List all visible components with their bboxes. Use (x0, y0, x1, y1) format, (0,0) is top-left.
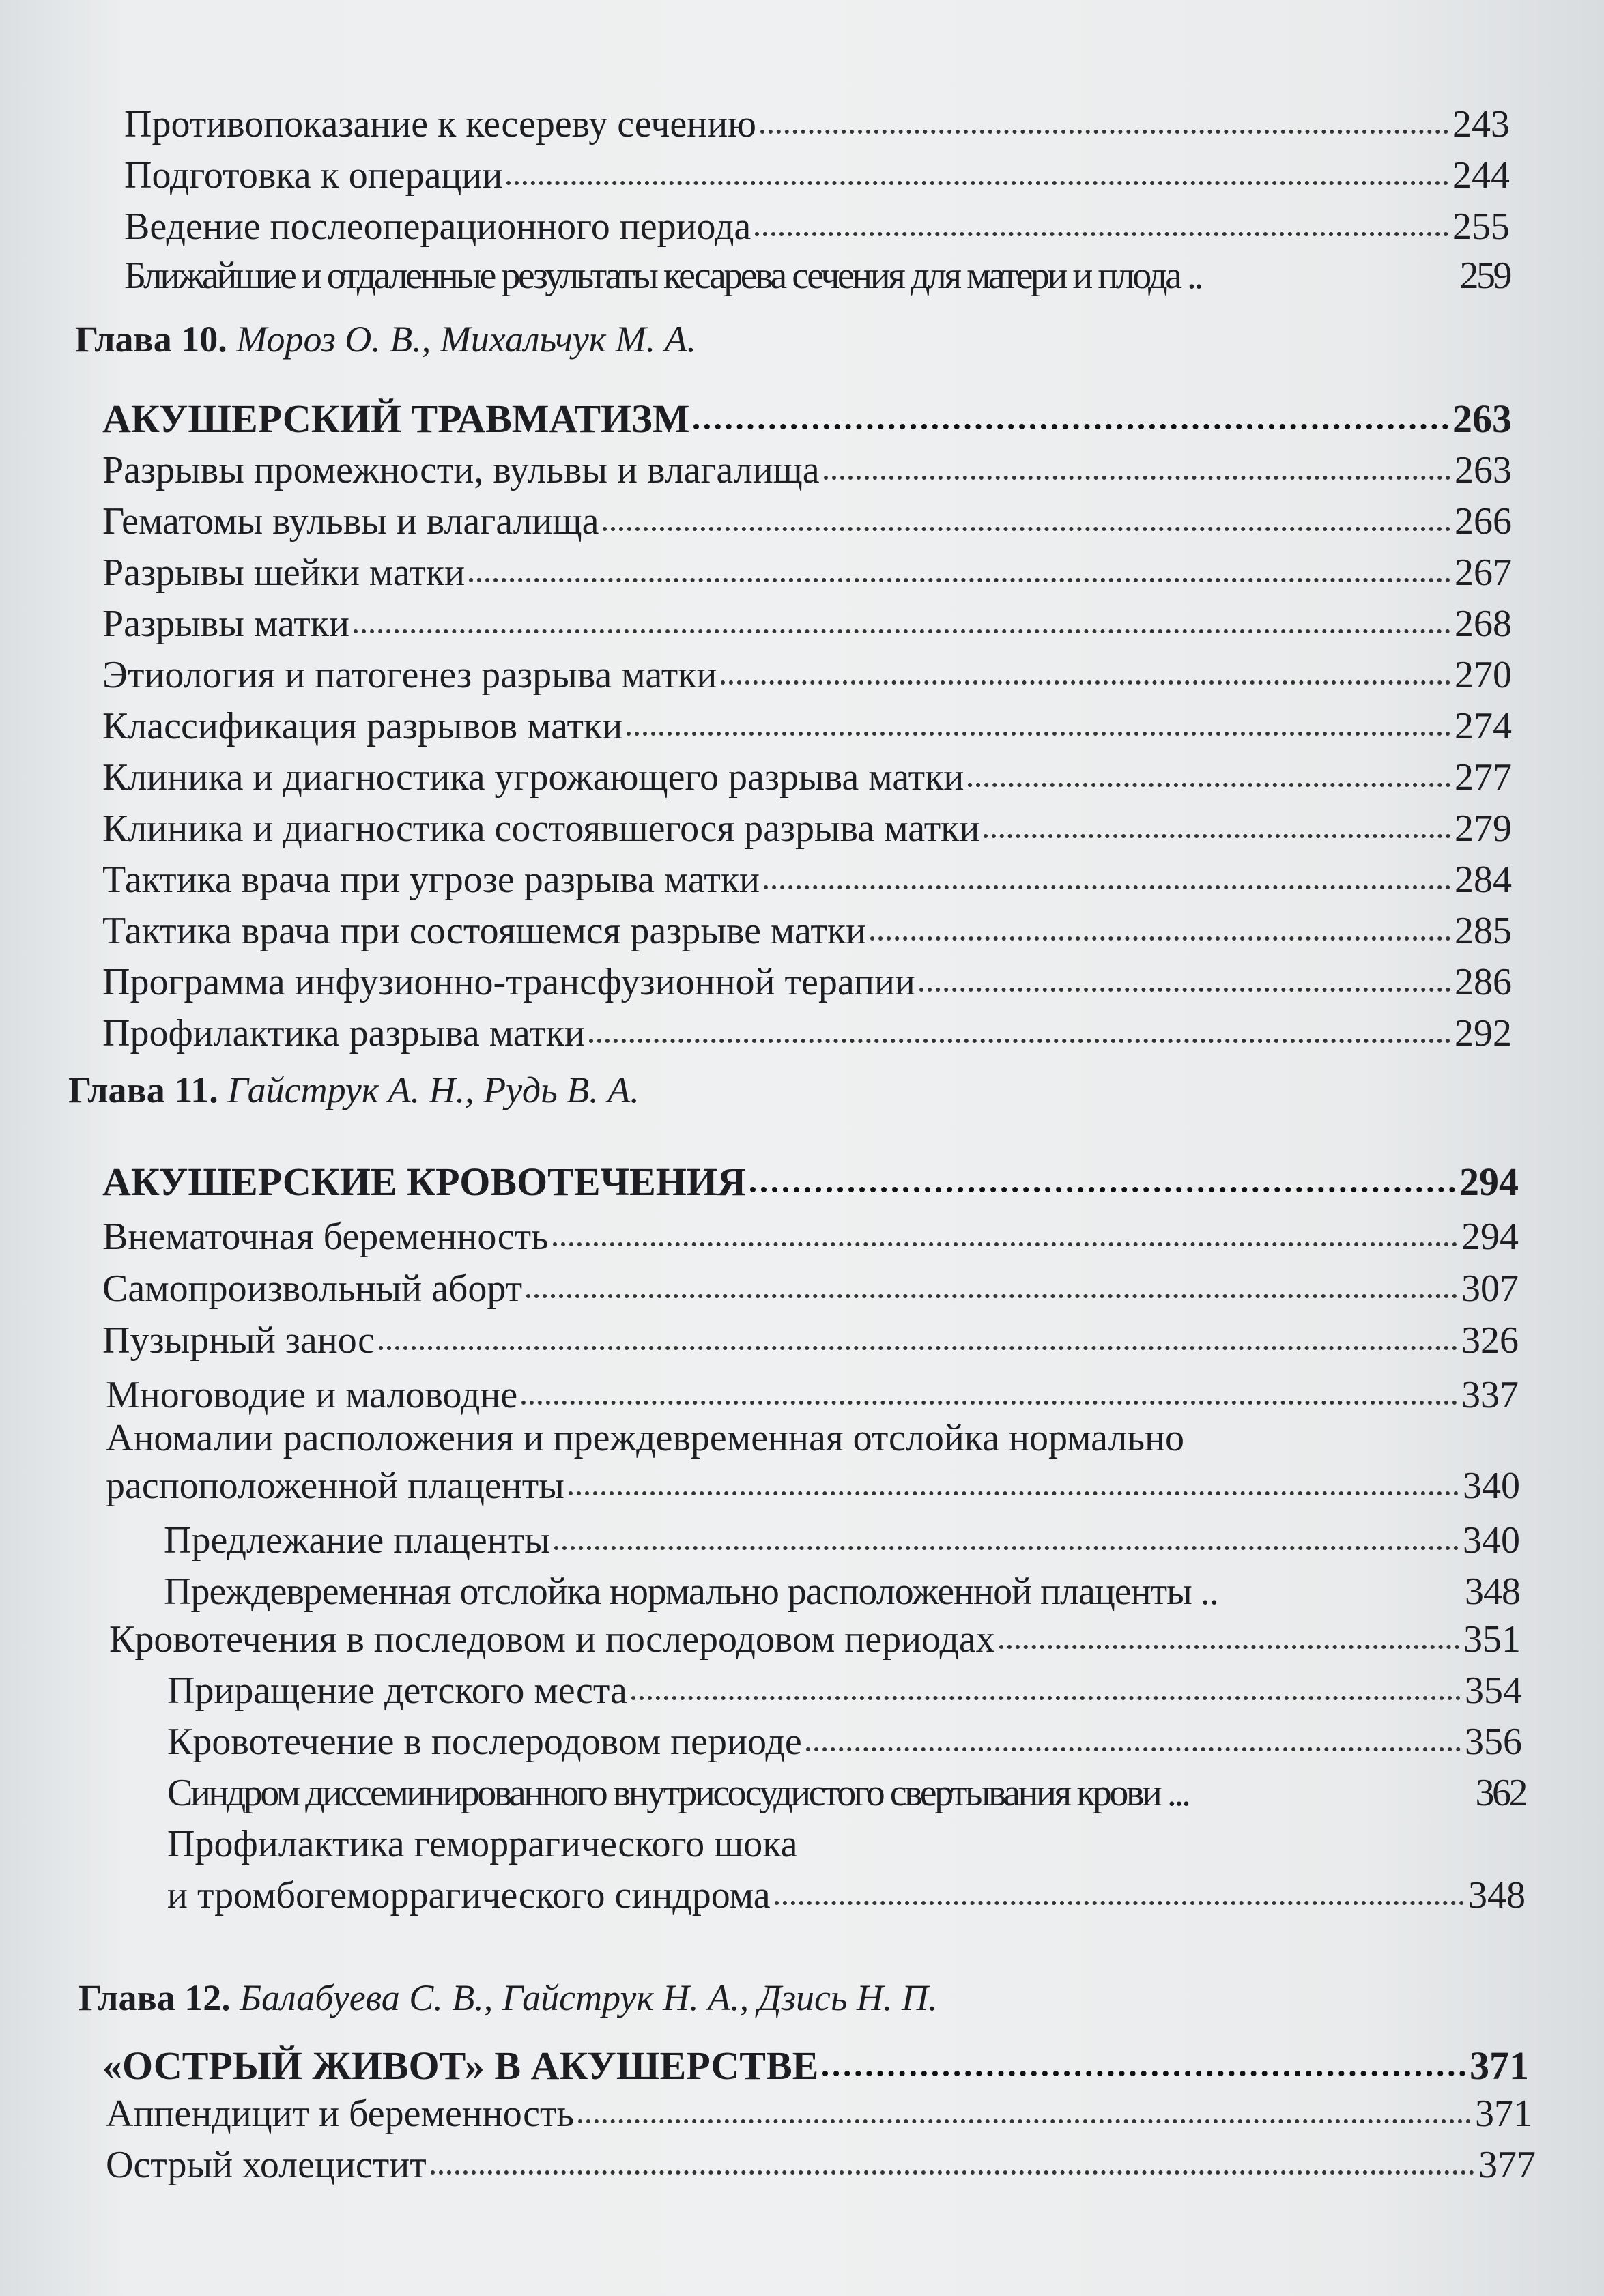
dot-leader (526, 1294, 1457, 1298)
dot-leader (764, 885, 1450, 889)
entry-page: 263 (1455, 449, 1512, 491)
entry-title: и тромбогеморрагического синдрома (167, 1874, 771, 1917)
chapter-10-header (75, 317, 696, 361)
toc-entry[interactable] (124, 205, 1510, 248)
dot-leader (822, 2071, 1465, 2076)
toc-entry[interactable] (106, 2092, 1532, 2136)
entry-title: Синдром диссеминированного внутрисосудистого свертывания крови ... (167, 1772, 1189, 1814)
chapter-12-header (78, 1976, 938, 2020)
entry-title: Разрывы шейки матки (102, 551, 466, 594)
dot-leader (631, 1696, 1461, 1700)
toc-entry[interactable] (102, 1011, 1512, 1055)
dot-leader (379, 1346, 1457, 1350)
toc-entry[interactable] (102, 500, 1512, 543)
entry-title: Гематомы вульвы и влагалища (102, 500, 599, 543)
entry-title: Предлежание плаценты (164, 1519, 550, 1562)
entry-title: Приращение детского места (167, 1669, 627, 1712)
entry-page: 277 (1455, 756, 1512, 799)
entry-page: 267 (1455, 551, 1512, 594)
dot-leader (627, 732, 1450, 736)
toc-entry[interactable] (102, 909, 1512, 953)
dot-leader (984, 834, 1450, 838)
dot-leader (806, 1747, 1461, 1751)
dot-leader (968, 783, 1450, 787)
entry-page: 284 (1455, 859, 1512, 901)
toc-entry[interactable] (102, 756, 1512, 799)
entry-title: Этиология и патогенез разрыва матки (102, 654, 717, 696)
toc-entry[interactable] (167, 1874, 1526, 1917)
chapter-authors: Мороз О. В., Михальчук М. А. (236, 319, 697, 360)
toc-entry[interactable] (102, 602, 1512, 646)
dot-leader (521, 1401, 1457, 1405)
entry-page: 259 (1459, 255, 1510, 297)
entry-title: Программа инфузионно-трансфузионной терапии (102, 961, 915, 1003)
toc-entry[interactable] (102, 858, 1512, 902)
entry-page: 244 (1452, 154, 1510, 197)
dot-leader (506, 181, 1448, 185)
entry-page: 286 (1455, 961, 1512, 1003)
toc-entry[interactable] (109, 1618, 1521, 1661)
entry-page: 340 (1463, 1519, 1520, 1562)
entry-page: 340 (1463, 1465, 1520, 1507)
entry-title: Ближайшие и отдаленные результаты кесарева сечения для матери и плода .. (124, 255, 1202, 297)
entry-page: 268 (1455, 603, 1512, 645)
dot-leader (554, 1546, 1459, 1550)
entry-page: 294 (1459, 1160, 1519, 1204)
entry-title: Подготовка к операции (124, 154, 503, 197)
entry-title: Профилактика разрыва матки (102, 1012, 585, 1054)
entry-page: 362 (1475, 1772, 1526, 1814)
entry-page: 377 (1478, 2144, 1536, 2186)
entry-title: Кровотечения в последовом и послеродовом периодах (109, 1618, 995, 1661)
toc-entry[interactable] (102, 1215, 1519, 1259)
toc-entry[interactable] (164, 1570, 1520, 1613)
chapter-authors: Балабуева С. В., Гайструк Н. А., Дзись Н. П. (240, 1977, 938, 2018)
entry-page: 337 (1461, 1374, 1519, 1416)
entry-page: 255 (1452, 205, 1510, 248)
entry-page: 243 (1452, 103, 1510, 145)
dot-leader (750, 1187, 1455, 1192)
toc-entry[interactable] (124, 254, 1510, 298)
dot-leader (999, 1645, 1459, 1649)
dot-leader (824, 476, 1450, 480)
entry-title: Многоводие и маловодне (106, 1374, 518, 1416)
entry-page: 371 (1475, 2093, 1532, 2135)
chapter-11-header (68, 1068, 640, 1112)
entry-title: распоположенной плаценты (106, 1465, 564, 1507)
entry-page: 326 (1461, 1319, 1519, 1362)
dot-leader (755, 232, 1448, 236)
toc-entry[interactable] (124, 154, 1510, 197)
toc-entry[interactable] (164, 1519, 1520, 1562)
entry-page: 354 (1465, 1669, 1522, 1712)
entry-title-line1: Профилактика геморрагического шока (167, 1823, 798, 1865)
entry-title: Аппендицит и беременность (106, 2093, 574, 2135)
dot-leader (354, 629, 1450, 633)
chapter-heading[interactable] (102, 397, 1512, 441)
entry-page: 285 (1455, 910, 1512, 952)
entry-title: Острый холецистит (106, 2144, 427, 2186)
entry-title: Тактика врача при угрозе разрыва матки (102, 859, 760, 901)
entry-page: 307 (1461, 1267, 1519, 1310)
entry-title: Противопоказание к кесереву сечению (124, 103, 756, 145)
entry-title: Классификация разрывов матки (102, 705, 623, 747)
entry-title: Клиника и диагностика угрожающего разрыва матки (102, 756, 964, 799)
entry-page: 266 (1455, 500, 1512, 543)
chapter-label: Глава 11. (68, 1070, 218, 1110)
chapter-heading[interactable] (102, 2044, 1529, 2088)
entry-page: 294 (1461, 1216, 1519, 1258)
toc-entry[interactable] (102, 1267, 1519, 1310)
dot-leader (431, 2170, 1474, 2175)
dot-leader (553, 1242, 1457, 1246)
entry-page: 351 (1463, 1618, 1521, 1661)
chapter-authors: Гайструк А. Н., Рудь В. А. (227, 1070, 640, 1110)
entry-page: 263 (1452, 397, 1512, 441)
toc-entry[interactable] (102, 653, 1512, 697)
entry-title: «ОСТРЫЙ ЖИВОТ» В АКУШЕРСТВЕ (102, 2043, 819, 2088)
entry-page: 371 (1470, 2043, 1529, 2088)
entry-page: 292 (1455, 1012, 1512, 1054)
toc-entry[interactable] (124, 102, 1510, 146)
toc-entry[interactable] (102, 704, 1512, 748)
toc-entry[interactable] (106, 2143, 1536, 2187)
dot-leader (603, 527, 1450, 531)
entry-title: Пузырный занос (102, 1319, 375, 1362)
dot-leader (578, 2119, 1471, 2123)
toc-entry[interactable] (102, 807, 1512, 850)
entry-title: АКУШЕРСКИЕ КРОВОТЕЧЕНИЯ (102, 1160, 746, 1204)
entry-page: 356 (1465, 1721, 1522, 1763)
entry-title: Ведение послеоперационного периода (124, 205, 751, 248)
dot-leader (760, 130, 1448, 134)
toc-entry[interactable] (102, 1319, 1519, 1362)
toc-entry[interactable] (167, 1720, 1522, 1764)
entry-page: 348 (1468, 1874, 1526, 1917)
entry-title: Преждевременная отслойка нормально расположенной плаценты .. (164, 1570, 1218, 1613)
dot-leader (693, 424, 1448, 429)
entry-title: Внематочная беременность (102, 1216, 549, 1258)
dot-leader (469, 578, 1450, 582)
entry-title: Кровотечение в послеродовом периоде (167, 1721, 802, 1763)
entry-title: Клиника и диагностика состоявшегося разрыва матки (102, 807, 980, 850)
dot-leader (870, 936, 1450, 941)
toc-entry[interactable] (106, 1464, 1520, 1508)
entry-page: 270 (1455, 654, 1512, 696)
entry-title: Разрывы матки (102, 603, 349, 645)
dot-leader (721, 680, 1450, 685)
entry-title: Тактика врача при состояшемся разрыве матки (102, 910, 867, 952)
dot-leader (589, 1039, 1450, 1043)
entry-page: 348 (1465, 1570, 1520, 1613)
toc-entry[interactable] (106, 1373, 1519, 1417)
dot-leader (775, 1901, 1464, 1905)
entry-page: 279 (1455, 807, 1512, 850)
toc-entry[interactable] (102, 960, 1512, 1004)
dot-leader (569, 1491, 1459, 1495)
toc-entry[interactable] (102, 551, 1512, 594)
toc-entry[interactable] (102, 448, 1512, 492)
chapter-label: Глава 12. (78, 1977, 231, 2018)
entry-title-line1: Аномалии расположения и преждевременная отслойка нормально (106, 1417, 1184, 1459)
entry-page: 274 (1455, 705, 1512, 747)
entry-title: АКУШЕРСКИЙ ТРАВМАТИЗМ (102, 397, 690, 441)
dot-leader (919, 988, 1450, 992)
entry-title: Разрывы промежности, вульвы и влагалища (102, 449, 820, 491)
entry-title: Самопроизвольный аборт (102, 1267, 523, 1310)
chapter-label: Глава 10. (75, 319, 227, 360)
toc-entry[interactable] (167, 1669, 1522, 1712)
toc-entry[interactable] (167, 1771, 1526, 1815)
chapter-heading[interactable] (102, 1160, 1519, 1204)
